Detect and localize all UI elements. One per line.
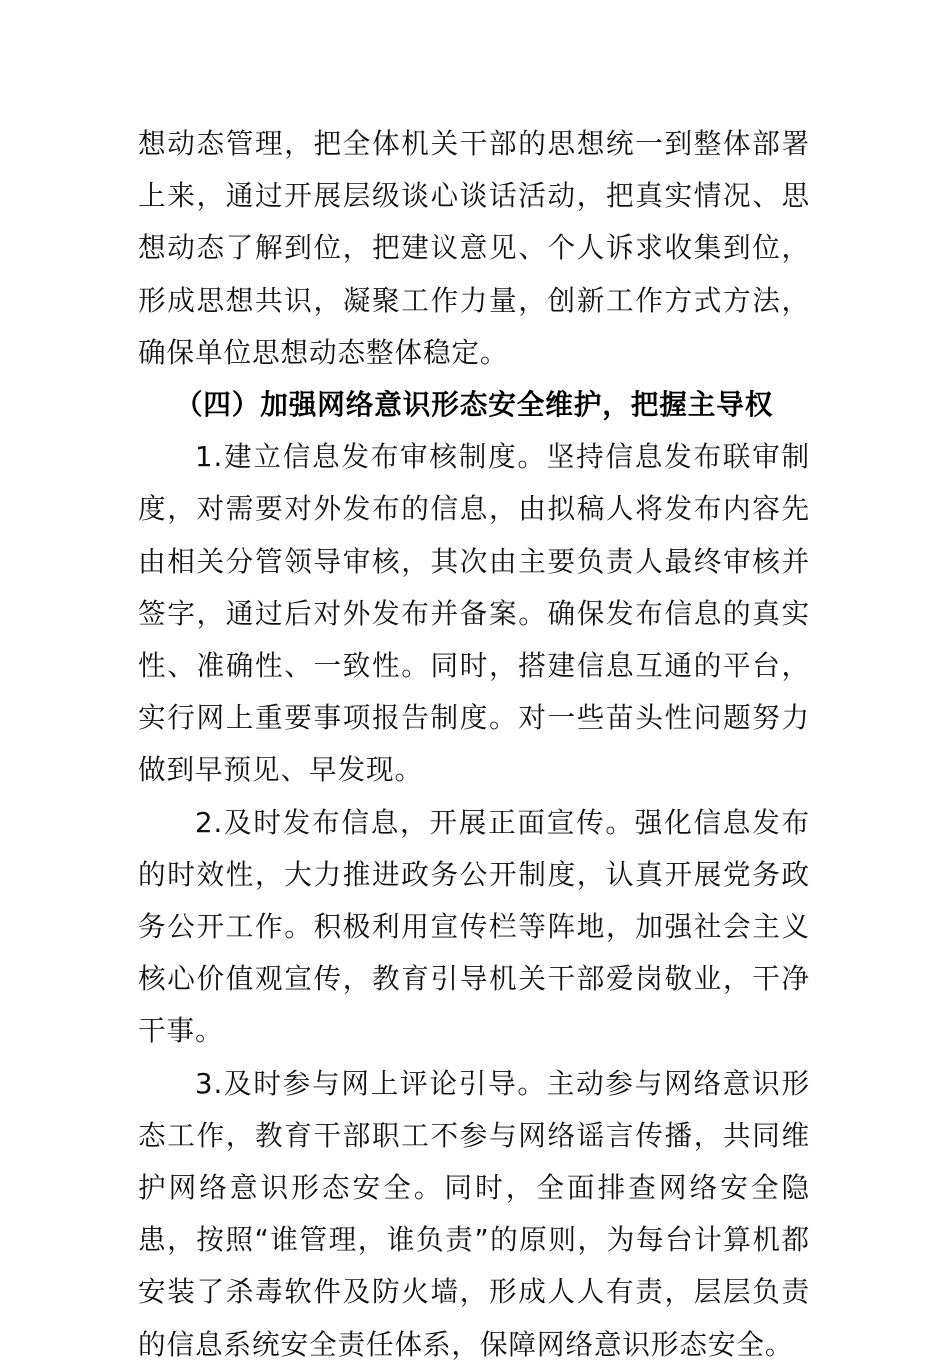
- paragraph-continuation: 想动态管理，把全体机关干部的思想统一到整体部署上来，通过开展层级谈心谈话活动，把真实情况、思想动态了解到位，把建议意见、个人诉求收集到位，形成思想共识，凝聚工作力量，创新工作方式方法，确保单位思想动态整体稳定。: [138, 127, 810, 369]
- document-text-column: [138, 118, 810, 1371]
- numbered-item-3: 3.及时参与网上评论引导。主动参与网络意识形态工作，教育干部职工不参与网络谣言传播，共同维护网络意识形态安全。同时，全面排查网络安全隐患，按照“谁管理，谁负责”的原则，为每台计算机都安装了杀毒软件及防火墙，形成人人有责，层层负责的信息系统安全责任体系，保障网络意识形态安全。: [138, 1066, 810, 1361]
- numbered-item-1: 1.建立信息发布审核制度。坚持信息发布联审制度，对需要对外发布的信息，由拟稿人将发布内容先由相关分管领导审核，其次由主要负责人最终审核并签字，通过后对外发布并备案。确保发布信息的真实性、准确性、一致性。同时，搭建信息互通的平台，实行网上重要事项报告制度。对一些苗头性问题努力做到早预见、早发现。: [138, 440, 810, 787]
- numbered-item-2: 2.及时发布信息，开展正面宣传。强化信息发布的时效性，大力推进政务公开制度，认真开展党务政务公开工作。积极利用宣传栏等阵地，加强社会主义核心价值观宣传，教育引导机关干部爱岗敬业，干净干事。: [138, 805, 810, 1048]
- section-heading-four: （四）加强网络意识形态安全维护，把握主导权: [174, 388, 774, 422]
